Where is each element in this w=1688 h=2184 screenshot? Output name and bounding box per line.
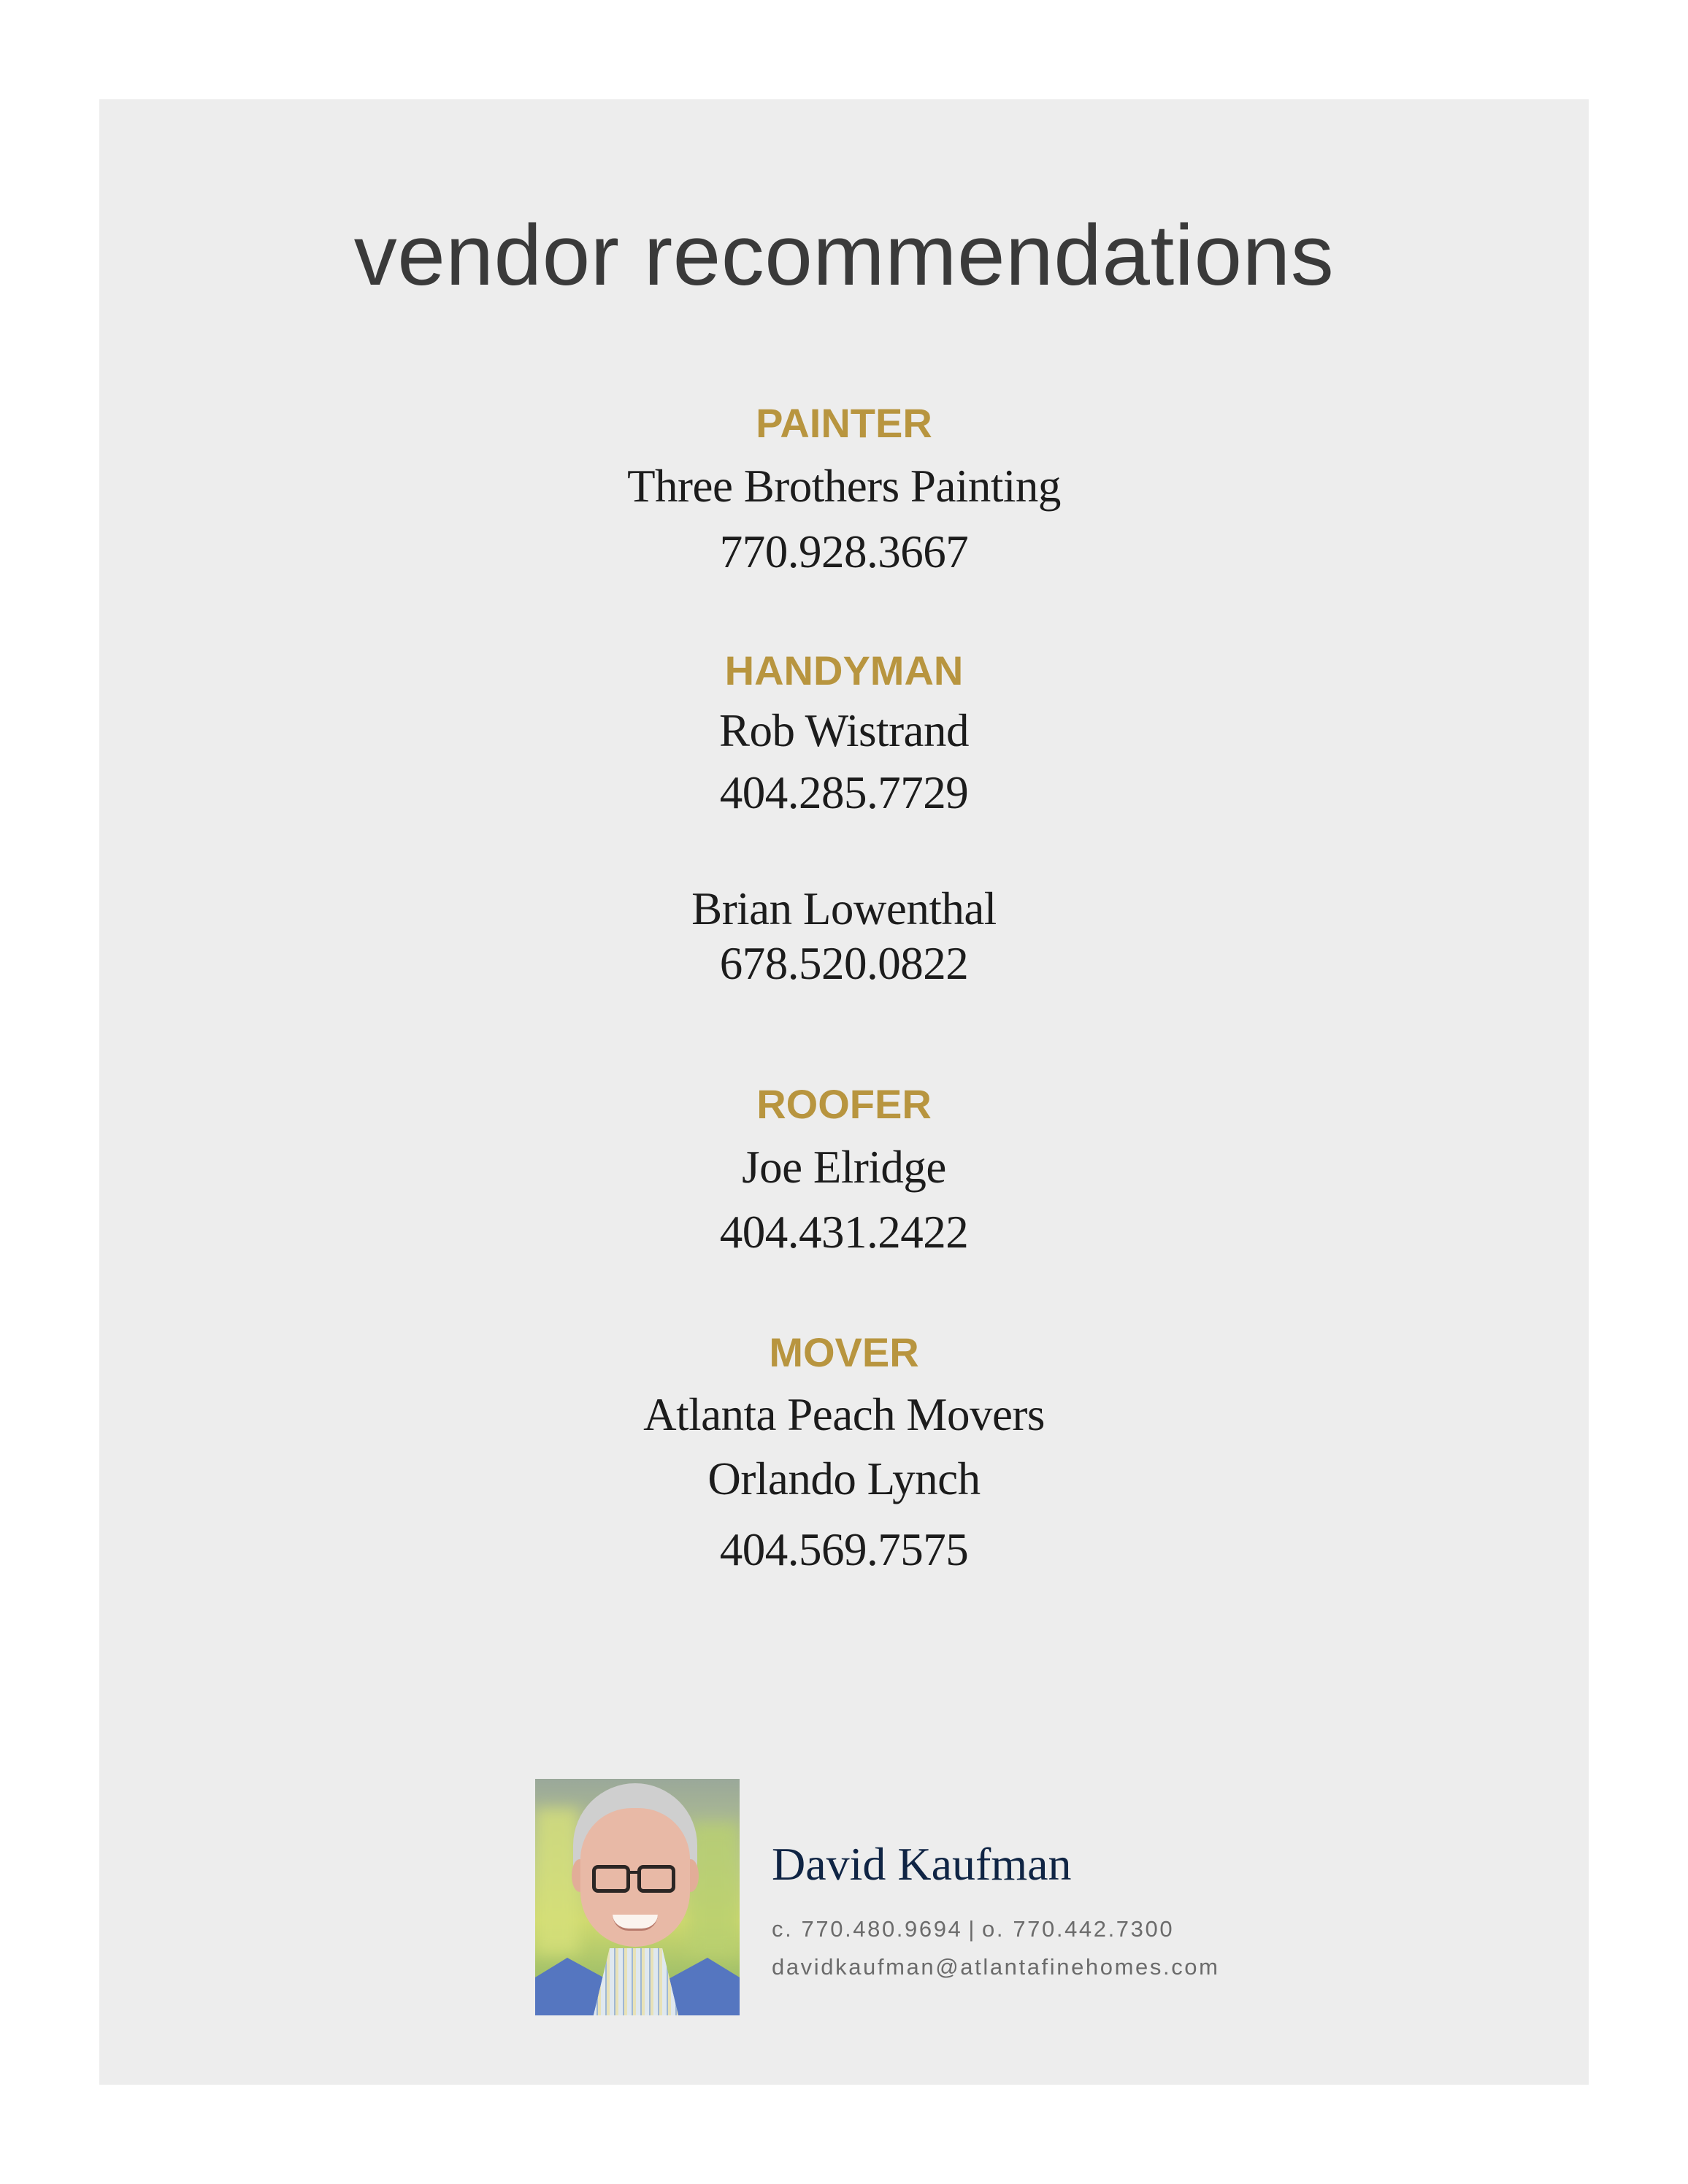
vendor-contact-person: Orlando Lynch xyxy=(707,1453,981,1504)
office-phone[interactable]: 770.442.7300 xyxy=(1013,1916,1175,1942)
photo-shirt xyxy=(592,1948,680,2015)
cell-phone[interactable]: 770.480.9694 xyxy=(801,1916,963,1942)
agent-phone-line xyxy=(772,1918,1174,1940)
separator: | xyxy=(968,1916,977,1942)
glasses-icon xyxy=(592,1865,630,1893)
vendor-name: Brian Lowenthal xyxy=(691,883,997,934)
office-prefix: o. xyxy=(982,1916,1005,1942)
category-label-roofer: ROOFER xyxy=(756,1081,932,1127)
vendor-phone: 404.569.7575 xyxy=(719,1524,969,1575)
cell-prefix: c. xyxy=(772,1916,794,1942)
page-title: vendor recommendations xyxy=(353,207,1335,304)
vendor-name: Atlanta Peach Movers xyxy=(643,1389,1045,1440)
vendor-phone: 770.928.3667 xyxy=(719,526,969,577)
vendor-phone: 404.285.7729 xyxy=(719,767,969,818)
glasses-icon xyxy=(637,1865,675,1893)
vendor-name: Rob Wistrand xyxy=(718,705,970,756)
category-label-handyman: HANDYMAN xyxy=(724,647,964,693)
agent-name: David Kaufman xyxy=(772,1838,1072,1890)
vendor-name: Three Brothers Painting xyxy=(627,461,1061,512)
category-label-mover: MOVER xyxy=(769,1329,919,1375)
vendor-phone: 404.431.2422 xyxy=(719,1207,969,1258)
agent-email[interactable]: davidkaufman@atlantafinehomes.com xyxy=(772,1954,1220,1980)
agent-photo xyxy=(535,1779,740,2015)
category-label-painter: PAINTER xyxy=(756,400,932,446)
glasses-bridge xyxy=(629,1871,639,1874)
vendor-phone: 678.520.0822 xyxy=(719,938,969,989)
vendor-name: Joe Elridge xyxy=(742,1142,946,1193)
